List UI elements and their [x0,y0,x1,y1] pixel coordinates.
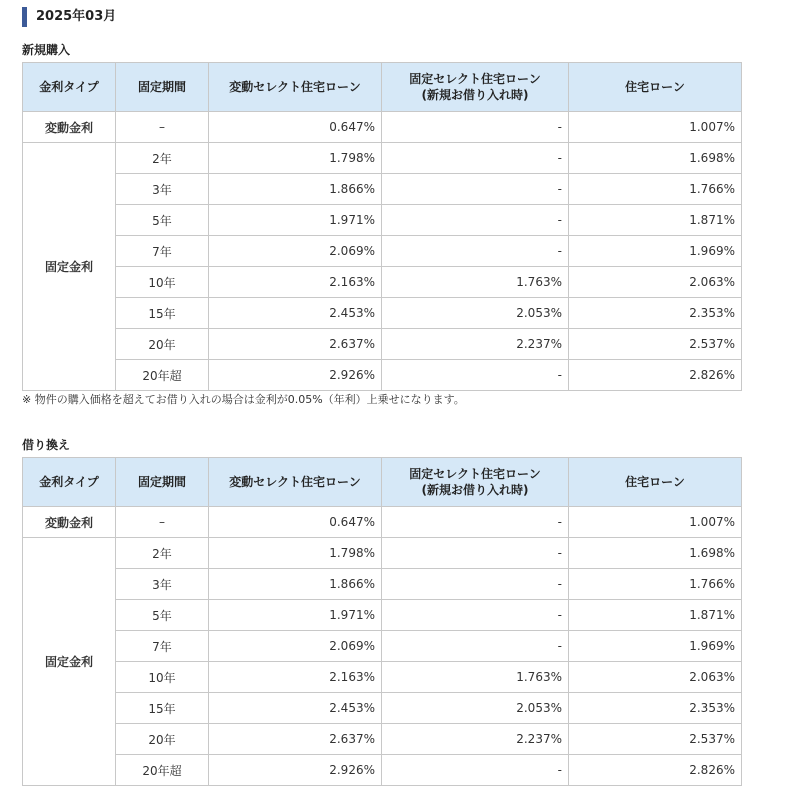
housing-loan-rate-cell: 2.063% [569,267,742,298]
housing-loan-rate-cell: 1.969% [569,631,742,662]
table-row [23,600,742,631]
header-housing-loan: 住宅ローン [569,458,742,507]
period-cell: – [116,507,209,538]
rate-type-cell: 固定金利 [23,143,116,391]
header-fixed-select-loan-line1: 固定セレクト住宅ローン [409,467,541,481]
rate-type-cell: 変動金利 [23,112,116,143]
header-variable-select-loan: 変動セレクト住宅ローン [209,458,382,507]
fixed-select-rate-cell: 2.237% [382,724,569,755]
period-cell: 20年超 [116,755,209,786]
period-cell: 5年 [116,205,209,236]
rate-type-cell: 固定金利 [23,538,116,786]
housing-loan-rate-cell: 2.063% [569,662,742,693]
table-row [23,298,742,329]
header-fixed-period: 固定期間 [116,458,209,507]
housing-loan-rate-cell: 1.007% [569,112,742,143]
fixed-select-rate-cell: - [382,631,569,662]
housing-loan-rate-cell: 2.537% [569,329,742,360]
fixed-select-rate-cell: - [382,360,569,391]
table-row [23,236,742,267]
header-fixed-select-loan [382,458,569,507]
fixed-select-rate-cell: - [382,205,569,236]
header-fixed-select-loan-line2: (新規お借り入れ時) [421,88,529,102]
period-cell: 10年 [116,662,209,693]
variable-select-rate-cell: 2.637% [209,329,382,360]
table-row [23,693,742,724]
table-row [23,205,742,236]
period-cell: 2年 [116,538,209,569]
housing-loan-rate-cell: 1.871% [569,205,742,236]
table-row [23,569,742,600]
rate-table-new-purchase [22,62,742,391]
period-cell: 3年 [116,174,209,205]
rate-table-refinance [22,457,742,786]
fixed-select-rate-cell: 1.763% [382,662,569,693]
header-fixed-select-loan-line2: (新規お借り入れ時) [421,483,529,497]
fixed-select-rate-cell: - [382,755,569,786]
variable-select-rate-cell: 1.798% [209,538,382,569]
fixed-select-rate-cell: 1.763% [382,267,569,298]
header-fixed-period: 固定期間 [116,63,209,112]
housing-loan-rate-cell: 2.826% [569,360,742,391]
housing-loan-rate-cell: 1.766% [569,569,742,600]
period-cell: 20年 [116,329,209,360]
variable-select-rate-cell: 1.798% [209,143,382,174]
housing-loan-rate-cell: 1.007% [569,507,742,538]
variable-select-rate-cell: 2.637% [209,724,382,755]
period-cell: 15年 [116,298,209,329]
variable-select-rate-cell: 2.453% [209,693,382,724]
fixed-select-rate-cell: 2.237% [382,329,569,360]
housing-loan-rate-cell: 1.871% [569,600,742,631]
header-rate-type: 金利タイプ [23,458,116,507]
period-cell: 7年 [116,631,209,662]
rate-type-cell: 変動金利 [23,507,116,538]
variable-select-rate-cell: 1.866% [209,569,382,600]
table-row [23,662,742,693]
variable-select-rate-cell: 2.163% [209,662,382,693]
period-cell: 7年 [116,236,209,267]
variable-select-rate-cell: 2.926% [209,360,382,391]
fixed-select-rate-cell: - [382,174,569,205]
period-cell: 10年 [116,267,209,298]
fixed-select-rate-cell: - [382,600,569,631]
housing-loan-rate-cell: 2.353% [569,298,742,329]
fixed-select-rate-cell: 2.053% [382,693,569,724]
header-variable-select-loan: 変動セレクト住宅ローン [209,63,382,112]
fixed-select-rate-cell: - [382,538,569,569]
housing-loan-rate-cell: 2.537% [569,724,742,755]
fixed-select-rate-cell: - [382,236,569,267]
table-header-row [23,63,742,112]
header-rate-type: 金利タイプ [23,63,116,112]
variable-select-rate-cell: 0.647% [209,507,382,538]
variable-select-rate-cell: 2.069% [209,631,382,662]
table-row [23,507,742,538]
table-row [23,143,742,174]
variable-select-rate-cell: 0.647% [209,112,382,143]
page-title: 2025年03月 [22,7,762,27]
fixed-select-rate-cell: - [382,112,569,143]
variable-select-rate-cell: 2.069% [209,236,382,267]
housing-loan-rate-cell: 1.766% [569,174,742,205]
table-row [23,360,742,391]
fixed-select-rate-cell: - [382,569,569,600]
table-row [23,329,742,360]
variable-select-rate-cell: 1.971% [209,205,382,236]
header-fixed-select-loan [382,63,569,112]
table-header-row [23,458,742,507]
table-row [23,631,742,662]
table-row [23,724,742,755]
housing-loan-rate-cell: 2.826% [569,755,742,786]
table-row [23,755,742,786]
housing-loan-rate-cell: 1.969% [569,236,742,267]
fixed-select-rate-cell: 2.053% [382,298,569,329]
period-cell: 2年 [116,143,209,174]
period-cell: 3年 [116,569,209,600]
variable-select-rate-cell: 1.971% [209,600,382,631]
table-row [23,174,742,205]
period-cell: 20年超 [116,360,209,391]
header-housing-loan: 住宅ローン [569,63,742,112]
period-cell: 15年 [116,693,209,724]
table-row [23,267,742,298]
table-row [23,112,742,143]
header-fixed-select-loan-line1: 固定セレクト住宅ローン [409,72,541,86]
variable-select-rate-cell: 2.453% [209,298,382,329]
variable-select-rate-cell: 2.926% [209,755,382,786]
surcharge-note: ※ 物件の購入価格を超えてお借り入れの場合は金利が0.05%（年利）上乗せになります。 [22,393,465,406]
period-cell: – [116,112,209,143]
housing-loan-rate-cell: 1.698% [569,143,742,174]
housing-loan-rate-cell: 1.698% [569,538,742,569]
section-title-new-purchase: 新規購入 [22,43,71,57]
period-cell: 5年 [116,600,209,631]
fixed-select-rate-cell: - [382,507,569,538]
section-title-refinance: 借り換え [22,438,71,452]
fixed-select-rate-cell: - [382,143,569,174]
variable-select-rate-cell: 2.163% [209,267,382,298]
table-row [23,538,742,569]
variable-select-rate-cell: 1.866% [209,174,382,205]
period-cell: 20年 [116,724,209,755]
housing-loan-rate-cell: 2.353% [569,693,742,724]
